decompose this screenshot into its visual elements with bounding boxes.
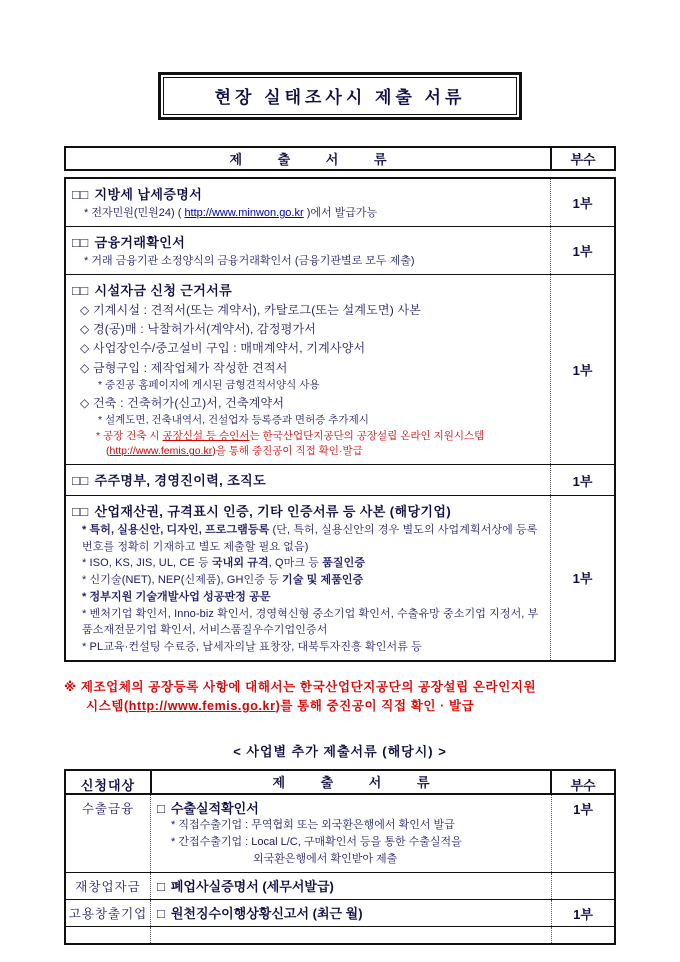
copies-cell: 1부: [573, 906, 593, 922]
target-cell: 재창업자금: [75, 879, 141, 894]
additional-documents-table: [64, 769, 616, 945]
row-title-text: 주주명부, 경영진이력, 조직도: [94, 473, 267, 489]
row-content: [150, 900, 552, 926]
note-underlined-text: 공장신설 등 승인서: [162, 429, 250, 442]
doc-line: ◇ 건축 : 건축허가(신고)서, 건축계약서: [80, 395, 285, 410]
row-content: [66, 275, 550, 464]
table1-header-count: 부수: [550, 148, 614, 169]
doc-line: [72, 522, 544, 555]
factory-online-note: [72, 429, 544, 461]
table-row-export-finance: [66, 795, 614, 873]
table2-header-docs: 제 출 서 류: [150, 771, 552, 793]
checkbox-icon: □: [157, 800, 165, 816]
minwon-link[interactable]: http://www.minwon.go.kr: [184, 207, 304, 219]
doc-line: * 간접수출기업 : Local L/C, 구매확인서 등을 통한 수출실적을: [171, 835, 462, 848]
row-content: [66, 227, 550, 274]
row-title: [157, 798, 545, 817]
table-row-restart-fund: [66, 873, 614, 900]
row-title: [72, 278, 544, 301]
checkbox-icon: □: [157, 878, 165, 894]
note-line-1: ※ 제조업체의 공장등록 사항에 대해서는 한국산업단지공단의 공장설립 온라인지원: [64, 679, 537, 694]
plain-text: * ISO, KS, JIS, UL, CE 등: [82, 557, 212, 570]
note-text: 는 한국산업단지공단의 공장설립 온라인 지원시스템(: [106, 429, 485, 458]
row-title: [157, 876, 545, 895]
row-title-text: 수출실적확인서: [170, 800, 259, 816]
table2-header-target: 신청대상: [80, 777, 136, 793]
checkbox-icons: □□: [72, 283, 89, 299]
target-cell: 고용창출기업: [68, 906, 148, 921]
doc-line: ◇ 경(공)매 : 낙찰허가서(계약서), 감정평가서: [80, 322, 317, 337]
bold-text: 품질인증: [322, 557, 366, 570]
row-title-text: 원천징수이행상황신고서 (최근 월): [170, 905, 363, 921]
section2-title: < 사업별 추가 제출서류 (해당시) >: [233, 743, 447, 759]
table2-header-row: [66, 771, 614, 795]
copies-cell: 1부: [550, 496, 614, 660]
doc-line: * 정부지원 기술개발사업 성공판정 공문: [82, 590, 271, 603]
plain-text: * 신기술(NET), NEP(신제품), GH인증 등: [82, 574, 282, 587]
row-content: [150, 927, 552, 943]
femis-link[interactable]: http://www.femis.go.kr: [109, 445, 213, 458]
row-title: [157, 903, 545, 922]
copies-cell: 1부: [550, 275, 614, 464]
copies-cell: 1부: [550, 179, 614, 226]
row-title: [72, 182, 544, 205]
row-content: [66, 179, 550, 226]
note-text: )을 통해 중진공이 직접 확인·발급: [212, 445, 363, 458]
target-cell: [66, 927, 150, 943]
doc-line: [72, 555, 544, 572]
document-title: 현장 실태조사시 제출 서류: [163, 77, 517, 115]
table-row-empty: [66, 927, 614, 943]
doc-line: 외국환은행에서 확인받아 제출: [253, 852, 398, 865]
copies-cell: [552, 873, 614, 899]
row-content: [66, 496, 550, 660]
row-note: [72, 205, 544, 222]
copies-cell: [552, 927, 614, 943]
table-row-shareholders: [66, 465, 614, 496]
checkbox-icons: □□: [72, 473, 89, 489]
doc-line: ◇ 사업장인수/중고설비 구입 : 매매계약서, 기계사양서: [80, 341, 366, 356]
row-title-text: 시설자금 신청 근거서류: [94, 283, 233, 299]
checkbox-icons: □□: [72, 504, 89, 520]
note-text: * 전자민원(민원24) (: [84, 207, 185, 219]
note-line-2: [64, 697, 616, 716]
row-title-text: 금융거래확인서: [94, 235, 186, 251]
table-row-job-creation: [66, 900, 614, 927]
copies-cell: 1부: [550, 227, 614, 274]
row-title-text: 폐업사실증명서 (세무서발급): [170, 878, 334, 894]
plain-text: , Q마크 등: [268, 557, 323, 570]
doc-subnote: * 설계도면, 건축내역서, 건설업자 등록증과 면허증 추가제시: [98, 413, 369, 426]
doc-line: * 직접수출기업 : 무역협회 또는 외국환은행에서 확인서 발급: [171, 818, 455, 831]
table-row-bank-confirmation: [66, 227, 614, 275]
row-title: [72, 468, 544, 491]
table1-header-row: [64, 146, 616, 171]
row-note: * 거래 금융기관 소정양식의 금융거래확인서 (금융기관별로 모두 제출): [84, 255, 415, 268]
note-text: )에서 발급가능: [303, 207, 378, 219]
checkbox-icons: □□: [72, 235, 89, 251]
document-title-box: [158, 72, 522, 120]
row-title: [72, 499, 544, 522]
doc-line: ◇ 금형구입 : 제작업체가 작성한 견적서: [80, 360, 288, 375]
doc-line: * 벤처기업 확인서, Inno-biz 확인서, 경영혁신형 중소기업 확인서, 수출유망 중소기업 지정서, 부품소재전문기업 확인서, 서비스품질우수기업인증서: [82, 607, 539, 637]
note-text: 시스템(: [86, 699, 129, 714]
row-content: [150, 795, 552, 872]
copies-cell: 1부: [573, 801, 593, 817]
table1-header-docs: 제 출 서 류: [229, 152, 403, 167]
table-row-facility-fund: [66, 275, 614, 465]
doc-line: * PL교육·컨설팅 수료증, 납세자의날 표창장, 대북투자진흥 확인서류 등: [82, 641, 422, 654]
bold-text: * 특허, 실용신안, 디자인, 프로그램등록: [82, 524, 270, 537]
submission-table: [64, 146, 616, 662]
doc-line: [72, 572, 544, 589]
femis-link[interactable]: http://www.femis.go.kr: [128, 699, 276, 714]
checkbox-icon: □: [157, 905, 165, 921]
row-content: [66, 465, 550, 495]
copies-cell: 1부: [550, 465, 614, 495]
factory-registration-note: [64, 678, 616, 717]
plain-text: (단, 특허, 실용신안의 경우 별도의 사업계획서상에 등록번호를 정확히 기재하고 별도 제출할 필요 없음): [82, 524, 538, 553]
bold-text: 국내외 규격: [211, 557, 269, 570]
row-title-text: 산업재산권, 규격표시 인증, 기타 인증서류 등 사본 (해당기업): [94, 504, 452, 520]
checkbox-icons: □□: [72, 187, 89, 202]
table2-header-count: 부수: [570, 777, 596, 793]
bold-text: 기술 및 제품인증: [281, 574, 364, 587]
table-row-local-tax: [66, 179, 614, 227]
table-row-ip-certificates: [66, 496, 614, 660]
doc-subnote: * 중진공 홈페이지에 게시된 금형견적서양식 사용: [98, 378, 320, 391]
row-content: [150, 873, 552, 899]
row-title: [72, 230, 544, 253]
note-text: )를 통해 중진공이 직접 확인 · 발급: [275, 699, 475, 714]
row-title-text: 지방세 납세증명서: [94, 187, 203, 202]
note-text: * 공장 건축 시: [96, 429, 163, 442]
table1-body: [64, 177, 616, 662]
doc-line: ◇ 기계시설 : 견적서(또는 계약서), 카탈로그(또는 설계도면) 사본: [80, 303, 422, 318]
target-cell: 수출금융: [81, 801, 135, 816]
